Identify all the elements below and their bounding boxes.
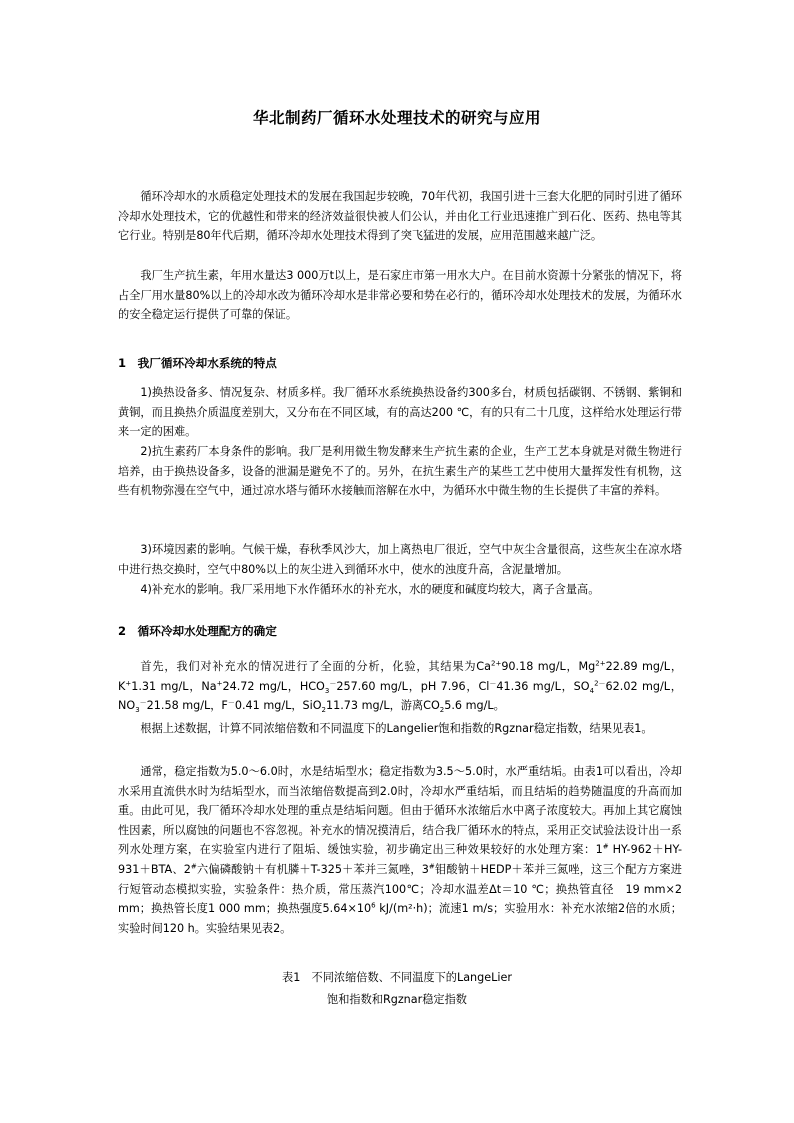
- analysis-text: 21.58 mg/L，F: [146, 699, 228, 713]
- analysis-text: 1.31 mg/L，Na: [131, 679, 217, 693]
- subscript: 2: [439, 706, 445, 715]
- superscript: －: [139, 698, 147, 707]
- section-1-item-3: 3)环境因素的影响。气候干燥，春秋季风沙大，加上离热电厂很近，空气中灰尘含量很高，这些灰尘在凉水塔中进行热交换时，空气中80%以上的灰尘进入到循环水中，使水的浊度升高，含泥量增加。: [118, 543, 682, 576]
- subscript: 2: [321, 706, 327, 715]
- superscript: #: [428, 862, 435, 871]
- formula-text: 钼酸钠＋HEDP＋苯并三氮唑，这三个配方方案进行短管动态模拟实验，实验条件：热介质，常压蒸汽100℃；冷却水温差Δt＝10 ℃；换热管直径 19 mm×2 mm；换热管长度1 000 mm；换热强度5.64×10: [118, 862, 682, 916]
- section-1-item-2: 2)抗生素药厂本身条件的影响。我厂是利用微生物发酵来生产抗生素的企业，生产工艺本身就是对微生物进行培养，由于换热设备多，设备的泄漏是避免不了的。另外，在抗生素生产的某些工艺中使用大量挥发性有机物，这些有机物弥漫在空气中，通过凉水塔与循环水接触而溶解在水中，为循环水中微生物的生长提供了丰富的养料。: [118, 445, 682, 498]
- superscript: －: [489, 678, 497, 687]
- section-2-formula-paragraph: [118, 762, 682, 938]
- analysis-text: 24.72 mg/L，HCO: [222, 679, 325, 693]
- section-1-heading: 1 我厂循环冷却水系统的特点: [118, 356, 277, 370]
- subscript: 3: [135, 706, 140, 715]
- intro-paragraph-1: 循环冷却水的水质稳定处理技术的发展在我国起步较晚，70年代初，我国引进十三套大化肥的同时引进了循环冷却水处理技术，它的优越性和带来的经济效益很快被人们公认，并由化工行业迅速推广到石化、医药、热电等其它行业。特别是80年代后期，循环冷却水处理技术得到了突飞猛进的发展，应用范围越来越广泛。: [118, 190, 682, 243]
- table-1-caption-line-2: 饱和指数和Rgznar稳定指数: [327, 993, 467, 1006]
- superscript: －: [227, 698, 235, 707]
- analysis-text: 62.02 mg/L，NO: [118, 679, 682, 713]
- superscript: 2+: [490, 659, 502, 668]
- analysis-text: 0.41 mg/L，SiO: [234, 699, 322, 713]
- superscript: #: [602, 842, 609, 851]
- superscript: #: [190, 862, 197, 871]
- superscript: －: [329, 678, 337, 687]
- superscript: 2－: [594, 678, 606, 687]
- section-2-heading: 2 循环冷却水处理配方的确定: [118, 624, 277, 638]
- superscript: +: [216, 678, 223, 687]
- analysis-text: 首先，我们对补充水的情况进行了全面的分析，化验，其结果为Ca: [140, 660, 491, 673]
- section-1-item-1: 1)换热设备多、情况复杂、材质多样。我厂循环水系统换热设备约300多台，材质包括碳钢、不锈钢、紫铜和黄铜，而且换热介质温度差别大，又分布在不同区域，有的高达200 ℃，有的只有二十几度，这样给水处理运行带来一定的困难。: [118, 386, 682, 439]
- superscript: +: [125, 678, 132, 687]
- table-1-caption-line-1: 表1 不同浓缩倍数、不同温度下的LangeLier: [282, 971, 512, 984]
- subscript: 3: [324, 686, 330, 695]
- analysis-text: 257.60 mg/L，pH 7.96，Cl: [336, 679, 490, 693]
- formula-text: 六偏磷酸钠＋有机膦＋T-325＋苯并三氮唑，3: [196, 862, 429, 876]
- section-1-item-4: 4)补充水的影响。我厂采用地下水作循环水的补充水，水的硬度和碱度均较大，离子含量高。: [140, 583, 600, 596]
- formula-text: 通常，稳定指数为5.0～6.0时，水是结垢型水；稳定指数为3.5～5.0时，水严重结垢。由表1可以看出，冷却水采用直流供水时为结垢型水，而当浓缩倍数提高到2.0时，冷却水严重结垢，而且结垢的趋势随温度的升高而加重。由此可见，我厂循环冷却水处理的重点是结垢问题。但由于循环水浓缩后水中离子浓度较大。再加上其它腐蚀性因素，所以腐蚀的问题也不容忽视。补充水的情况摸清后，结合我厂循环水的特点，采用正交试验法设计出一系列水处理方案，在实验室内进行了阻垢、缓蚀实验，初步确定出三种效果较好的水处理方案：1: [118, 765, 682, 857]
- analysis-text: 22.89 mg/L，K: [118, 660, 683, 693]
- analysis-text: 41.36 mg/L，SO: [496, 679, 590, 693]
- superscript: 6: [371, 901, 376, 910]
- formula-text: kJ/(m²·h)；流速1 m/s；实验用水：补充水浓缩2倍的水质；实验时间120 h。实验结果见表2。: [118, 902, 682, 935]
- section-2-water-analysis: [118, 657, 682, 716]
- page-title: 华北制药厂循环水处理技术的研究与应用: [252, 109, 541, 127]
- intro-paragraph-2: 我厂生产抗生素，年用水量达3 000万t以上，是石家庄市第一用水大户。在目前水资源十分紧张的情况下，将占全厂用水量80%以上的冷却水改为循环冷却水是非常必要和势在必行的，循环冷却水处理技术的发展，为循环水的安全稳定运行提供了可靠的保证。: [118, 269, 682, 322]
- analysis-text: 11.73 mg/L，游离CO: [326, 699, 440, 713]
- formula-text: HY-962＋HY-931＋BTA、2: [118, 843, 682, 876]
- subscript: 4: [589, 686, 595, 695]
- superscript: 2+: [595, 659, 606, 668]
- section-2-paragraph-2: 根据上述数据，计算不同浓缩倍数和不同温度下的Langelier饱和指数的Rgznar稳定指数，结果见表1。: [140, 722, 653, 735]
- analysis-text: 90.18 mg/L，Mg: [501, 660, 596, 673]
- analysis-text: 5.6 mg/L。: [444, 699, 505, 713]
